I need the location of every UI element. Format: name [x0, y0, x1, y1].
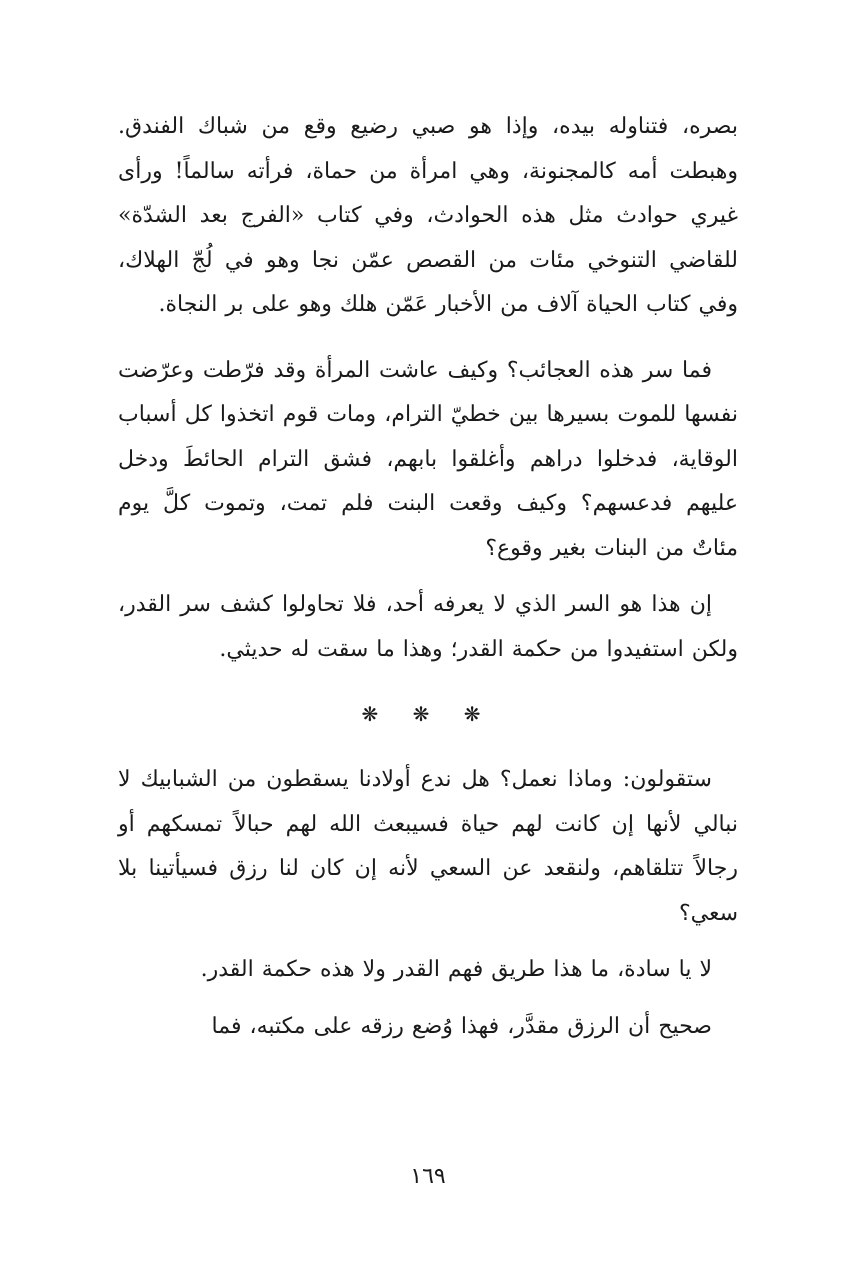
- paragraph-6: صحيح أن الرزق مقدَّر، فهذا وُضع رزقه على مكتبه، فما: [211, 1013, 712, 1039]
- section-separator: ❋ ❋ ❋: [361, 702, 495, 726]
- paragraph-1: بصره، فتناوله بيده، وإذا هو صبي رضيع وقع من شباك الفندق. وهبطت أمه كالمجنونة، وهي امرأة من حماة، فرأته سالماً! ورأى غيري حوادث مثل هذه الحوادث، وفي كتاب «الفرج بعد الشدّة» للقاضي التنوخي مئات من القصص عمّن نجا وهو في لُجّ الهلاك، وفي كتاب الحياة آلاف من الأخبار عَمّن هلك وهو على بر النجاة.: [118, 114, 738, 317]
- page-number: ١٦٩: [410, 1164, 446, 1189]
- body-text: [118, 105, 738, 1049]
- paragraph-4: ستقولون: وماذا نعمل؟ هل ندع أولادنا يسقطون من الشبابيك لا نبالي لأنها إن كانت لهم حياة فسيبعث الله لهم حبالاً تمسكهم أو رجالاً تتلقاهم، ولنقعد عن السعي لأنه إن كان لنا رزق فسيأتينا بلا سعي؟: [118, 767, 738, 926]
- paragraph-5: لا يا سادة، ما هذا طريق فهم القدر ولا هذه حكمة القدر.: [200, 957, 712, 982]
- paragraph-3: إن هذا هو السر الذي لا يعرفه أحد، فلا تحاولوا كشف سر القدر، ولكن استفيدوا من حكمة القدر؛ وهذا ما سقت له حديثي.: [118, 592, 738, 662]
- paragraph-2: فما سر هذه العجائب؟ وكيف عاشت المرأة وقد فرّطت وعرّضت نفسها للموت بسيرها بين خطيّ الترام، ومات قوم اتخذوا كل أسباب الوقاية، فدخلوا دراهم وأغلقوا بابهم، فشق الترام الحائطَ ودخل عليهم فدعسهم؟ وكيف وقعت البنت فلم تمت، وتموت كلَّ يوم مئاتٌ من البنات بغير وقوع؟: [118, 357, 738, 561]
